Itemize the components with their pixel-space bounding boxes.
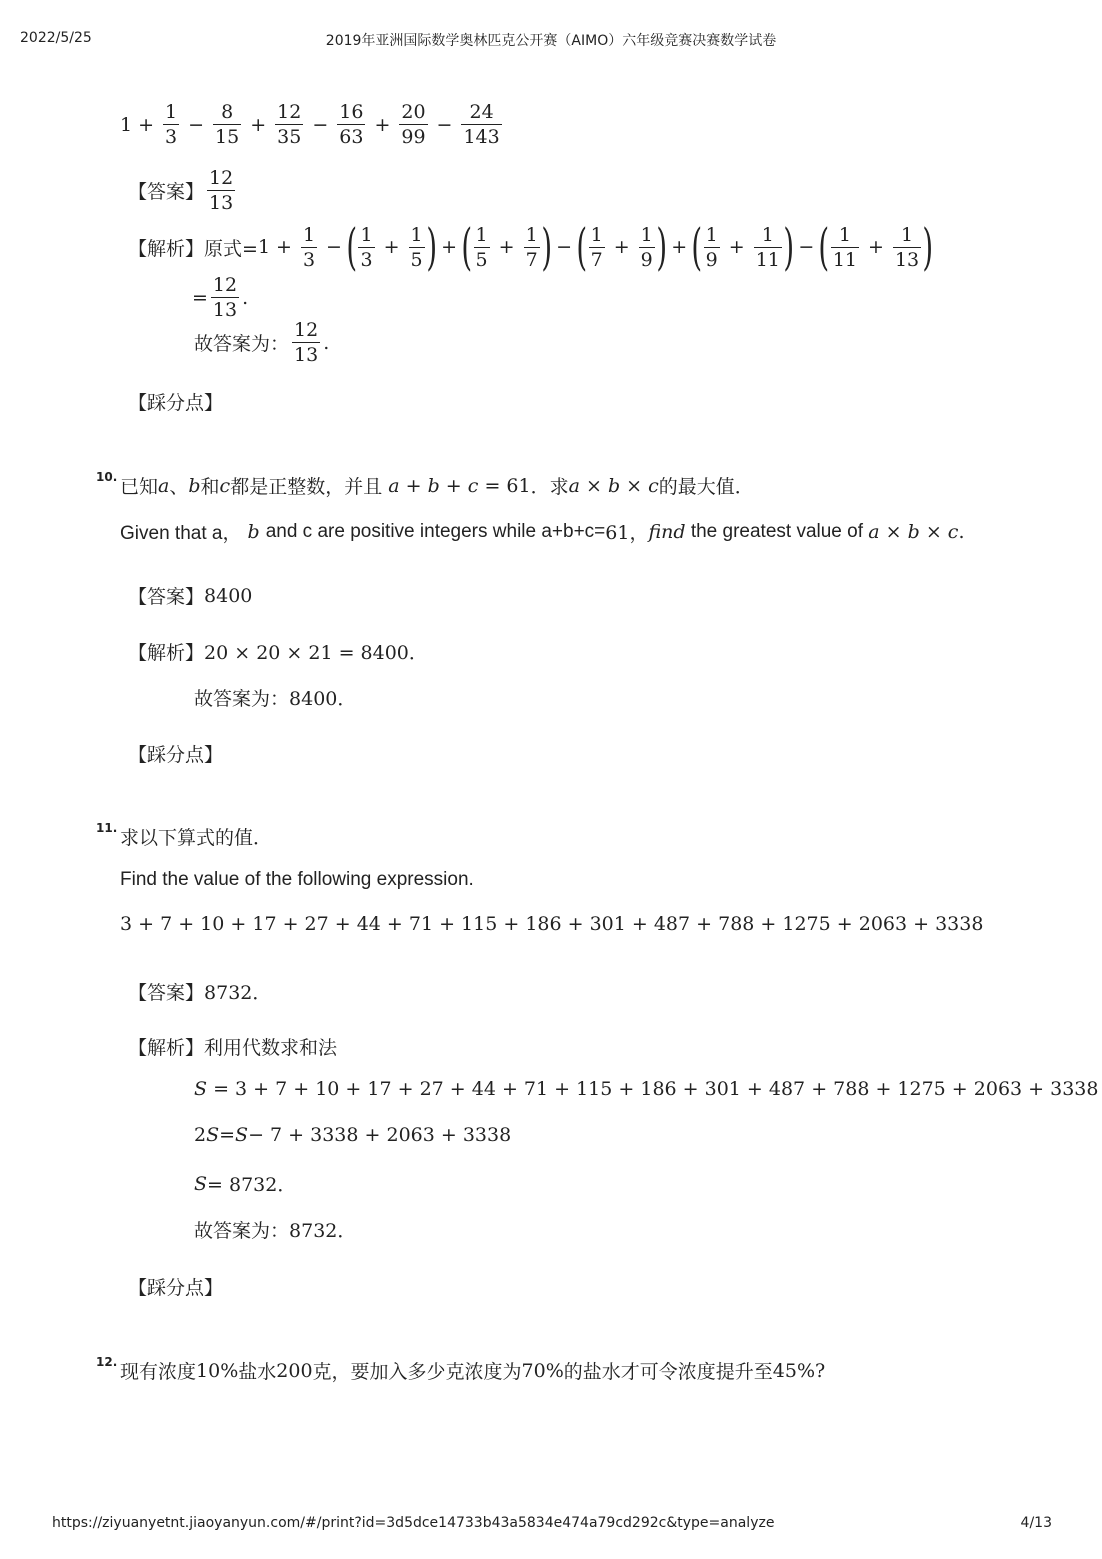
q10-analysis: 【解析】 20 × 20 × 21 = 8400． xyxy=(128,642,428,664)
q9-result: = $\frac{12}{13}$ . xyxy=(192,274,249,321)
fraction: $\frac{24}{143}$ xyxy=(463,101,500,148)
q10-answer: 【答案】 8400 xyxy=(128,584,253,608)
original-label: 原式= xyxy=(204,237,258,260)
q12-number: 12. xyxy=(96,1355,118,1369)
q10-question-en: Given that a， b and c are positive integers while a+b+c= 61， find the greatest value of a × b × c. xyxy=(120,520,965,544)
q10-scoring: 【踩分点】 xyxy=(128,744,224,766)
q9-answer xyxy=(128,166,238,215)
q11-so-answer: 故答案为： 8732． xyxy=(194,1220,357,1242)
q11-question-zh: 求以下算式的值． xyxy=(120,827,273,849)
fraction: $\frac{20}{99}$ xyxy=(401,101,426,148)
fraction: $\frac{16}{63}$ xyxy=(339,101,364,148)
answer-label: 【答案】 xyxy=(128,181,205,203)
q10-so-answer: 故答案为： 8400． xyxy=(194,688,357,710)
q9-so-answer: 故答案为： $\frac{12}{13}$ . xyxy=(194,319,330,366)
q9-scoring: 【踩分点】 xyxy=(128,392,224,414)
q11-scoring: 【踩分点】 xyxy=(128,1277,224,1299)
q11-expression: 3 + 7 + 10 + 17 + 27 + 44 + 71 + 115 + 186 + 301 + 487 + 788 + 1275 + 2063 + 3338 xyxy=(120,913,984,935)
q9-expression: 1 + $\frac{1}{3}$ − $\frac{8}{15}$ + $\frac{12}{35}$ − $\frac{16}{63}$ + $\frac{20}{99}$ − $\frac{24}{143}$ xyxy=(120,101,500,148)
fraction: $\frac{1}{3}$ xyxy=(165,101,178,148)
footer-url: https://ziyuanyetnt.jiaoyanyun.com/#/print?id=3d5dce14733b43a5834e474a79cd292c&type=analyze xyxy=(52,1515,775,1531)
analysis-label: 【解析】 xyxy=(128,237,205,260)
fraction: $\frac{8}{15}$ xyxy=(215,101,240,148)
q10-number: 10. xyxy=(96,470,118,484)
fraction: $\frac{12}{35}$ xyxy=(277,101,302,148)
answer-fraction: $\frac{12}{13}$ xyxy=(209,167,234,214)
q11-question-en: Find the value of the following expression. xyxy=(120,869,474,890)
q11-step-1: S = 3 + 7 + 10 + 17 + 27 + 44 + 71 + 115 + 186 + 301 + 487 + 788 + 1275 + 2063 + 3338 xyxy=(194,1078,1099,1100)
q11-step-2: 2 S = S − 7 + 3338 + 2063 + 3338 xyxy=(194,1124,512,1146)
q11-step-3: S = 8732． xyxy=(194,1172,297,1196)
q11-number: 11. xyxy=(96,821,118,835)
q11-answer: 【答案】 8732． xyxy=(128,982,272,1004)
q10-question-zh: 已知 a 、 b 和 c 都是正整数，并且 a + b + c = 61 ．求 a × b × c 的最大值． xyxy=(120,474,754,498)
header-title: 2019年亚洲国际数学奥林匹克公开赛（AIMO）六年级竞赛决赛数学试卷 xyxy=(325,33,777,49)
q12-question-zh: 现有浓度 10% 盐水 200 克，要加入多少克浓度为 70% 的盐水才可令浓度提升至 45% ? xyxy=(120,1359,826,1383)
q9-analysis: 【解析】 原式= 1 + $\frac{1}{3}$ − ( $\frac{1}{3}$ + $\frac{1}{5}$ ) + ( $\frac{1}{5}$ + $\frac{1}{7}$ ) − ( $\frac{1}{7}$ + $\frac{1}{9}$ ) + ( $\frac{1}{9}$ + $\frac{1}{11}$ ) − ( $\frac{1}{11}$ + $\frac{1}{13}$ ) xyxy=(128,218,934,276)
footer-page-number: 4/13 xyxy=(1020,1515,1052,1531)
header-date: 2022/5/25 xyxy=(20,30,92,46)
q11-analysis: 【解析】 利用代数求和法 xyxy=(128,1037,338,1059)
